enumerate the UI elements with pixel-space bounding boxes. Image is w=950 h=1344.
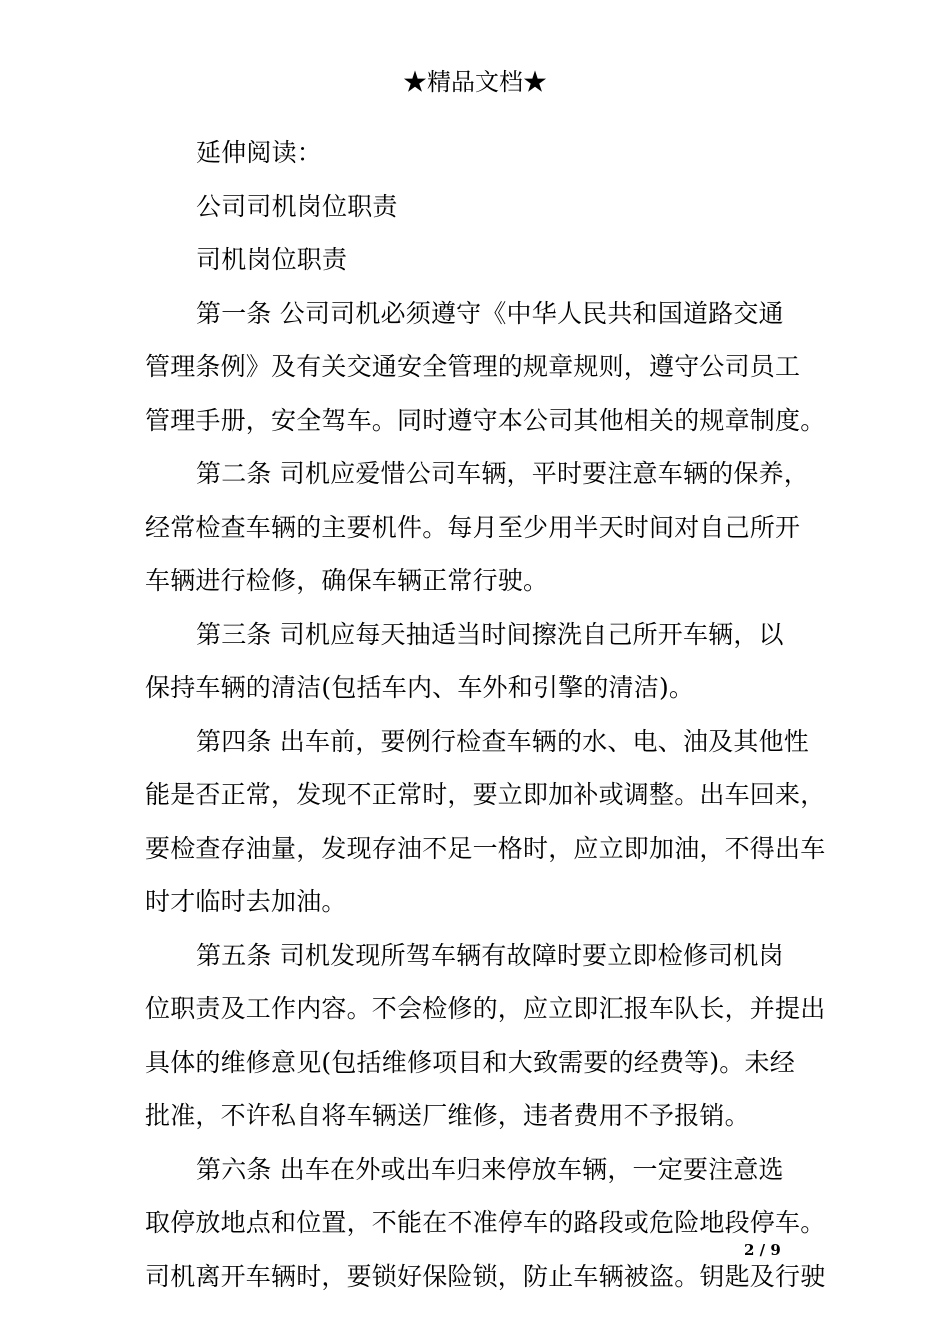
document-body bbox=[145, 126, 826, 1303]
page-number: 2 / 9 bbox=[744, 1241, 781, 1259]
text-line: 管理条例》及有关交通安全管理的规章规则，遵守公司员工 bbox=[145, 352, 801, 381]
text-line: 公司司机岗位职责 bbox=[196, 191, 398, 221]
text-line: 批准，不许私自将车辆送厂维修，违者费用不予报销。 bbox=[145, 1101, 750, 1130]
text-line: 取停放地点和位置，不能在不准停车的路段或危险地段停车。 bbox=[145, 1208, 826, 1237]
text-line: 第六条 出车在外或出车归来停放车辆，一定要注意选 bbox=[196, 1154, 784, 1184]
text-line: 第五条 司机发现所驾车辆有故障时要立即检修司机岗 bbox=[196, 940, 784, 970]
text-line: 第三条 司机应每天抽适当时间擦洗自己所开车辆，以 bbox=[196, 619, 784, 649]
text-line: 经常检查车辆的主要机件。每月至少用半天时间对自己所开 bbox=[145, 512, 801, 542]
text-line: 第一条 公司司机必须遵守《中华人民共和国道路交通 bbox=[196, 298, 784, 328]
text-line: 要检查存油量，发现存油不足一格时，应立即加油，不得出车 bbox=[145, 833, 826, 863]
text-line: 管理手册，安全驾车。同时遵守本公司其他相关的规章制度。 bbox=[145, 405, 826, 435]
page-header: ★精品文档★ bbox=[403, 68, 547, 96]
text-line: 时才临时去加油。 bbox=[145, 887, 347, 916]
text-line: 保持车辆的清洁(包括车内、车外和引擎的清洁)。 bbox=[145, 673, 695, 702]
text-line: 司机离开车辆时，要锁好保险锁，防止车辆被盗。钥匙及行驶 bbox=[145, 1261, 826, 1291]
text-line: 延伸阅读： bbox=[196, 138, 323, 167]
text-line: 司机岗位职责 bbox=[196, 245, 348, 274]
text-line: 能是否正常，发现不正常时，要立即加补或调整。出车回来， bbox=[145, 780, 826, 809]
text-line: 第四条 出车前，要例行检查车辆的水、电、油及其他性 bbox=[196, 726, 809, 756]
text-line: 位职责及工作内容。不会检修的，应立即汇报车队长，并提出 bbox=[145, 994, 826, 1023]
text-line: 车辆进行检修，确保车辆正常行驶。 bbox=[145, 566, 549, 595]
text-line: 第二条 司机应爱惜公司车辆，平时要注意车辆的保养， bbox=[196, 459, 809, 488]
text-line: 具体的维修意见(包括维修项目和大致需要的经费等)。未经 bbox=[145, 1047, 795, 1077]
